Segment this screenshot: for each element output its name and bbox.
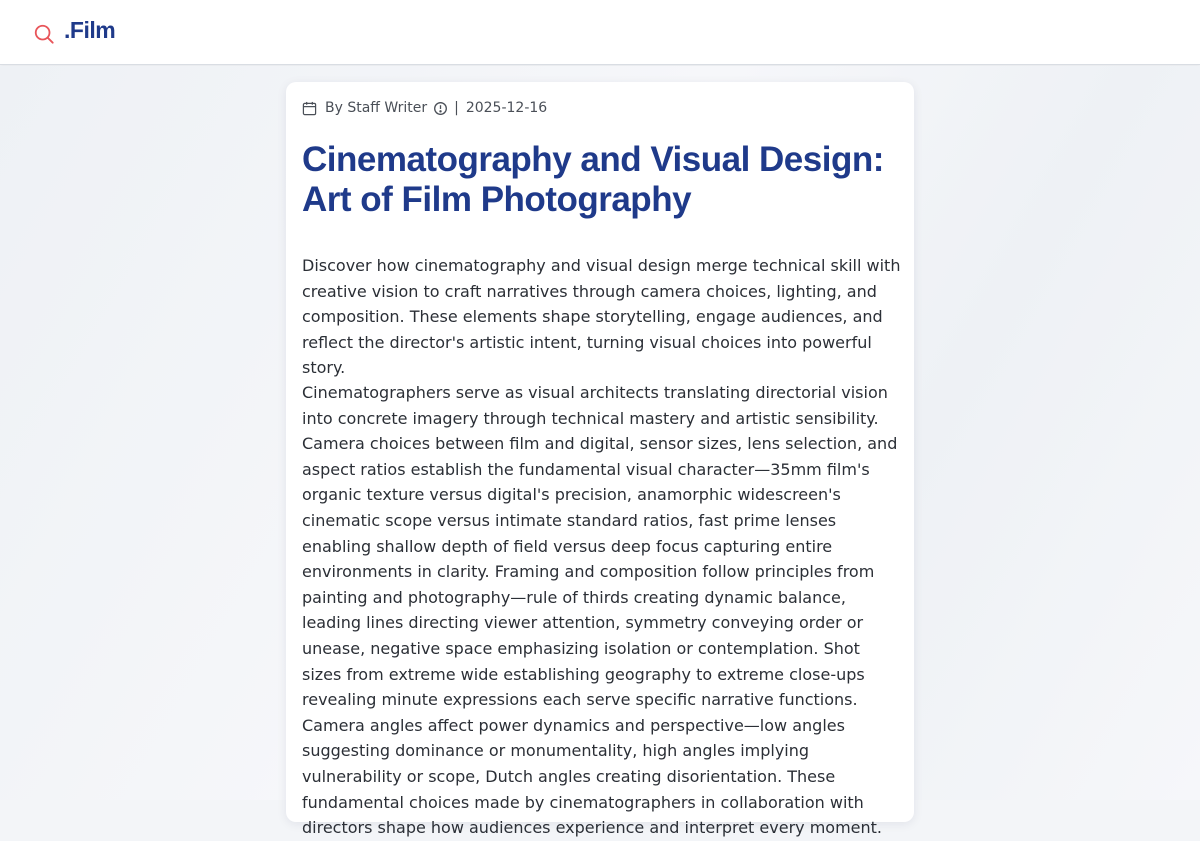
search-icon[interactable]	[33, 23, 55, 45]
article-title: Cinematography and Visual Design: Art of Film Photography	[302, 140, 884, 219]
meta-separator: |	[454, 100, 459, 116]
article-intro-paragraph: Discover how cinematography and visual design merge technical skill with creative vision to craft narratives through camera choices, lighting, and composition. These elements shape storytelling, engage audiences, and reflect the director's artistic intent, turning visual choices into powerful story.	[302, 256, 901, 378]
top-navbar	[0, 0, 1200, 65]
article-body-paragraph: Cinematographers serve as visual architects translating directorial vision into concrete imagery through technical mastery and artistic sensibility. Camera choices between film and digital, sensor sizes, lens selection, and aspect ratios establish the fundamental visual character—35mm film's organic texture versus digital's precision, anamorphic widescreen's cinematic scope versus intimate standard ratios, fast prime lenses enabling shallow depth of field versus deep focus capturing entire environments in clarity. Framing and composition follow principles from painting and photography—rule of thirds creating dynamic balance, leading lines directing viewer attention, symmetry conveying order or unease, negative space emphasizing isolation or contemplation. Shot sizes from extreme wide establishing geography to extreme close-ups revealing minute expressions each serve specific narrative functions. Camera angles affect power dynamics and perspective—low angles suggesting dominance or monumentality, high angles implying vulnerability or scope, Dutch angles creating disorientation. These fundamental choices made by cinematographers in collaboration with directors shape how audiences experience and interpret every moment.	[302, 383, 898, 838]
site-logo[interactable]: .Film	[64, 17, 116, 43]
clock-icon	[433, 101, 448, 116]
author-byline: By Staff Writer	[325, 100, 428, 116]
article-meta	[302, 98, 547, 118]
calendar-icon	[302, 101, 317, 116]
publish-date: 2025-12-16	[465, 100, 548, 116]
article-card	[286, 82, 914, 838]
